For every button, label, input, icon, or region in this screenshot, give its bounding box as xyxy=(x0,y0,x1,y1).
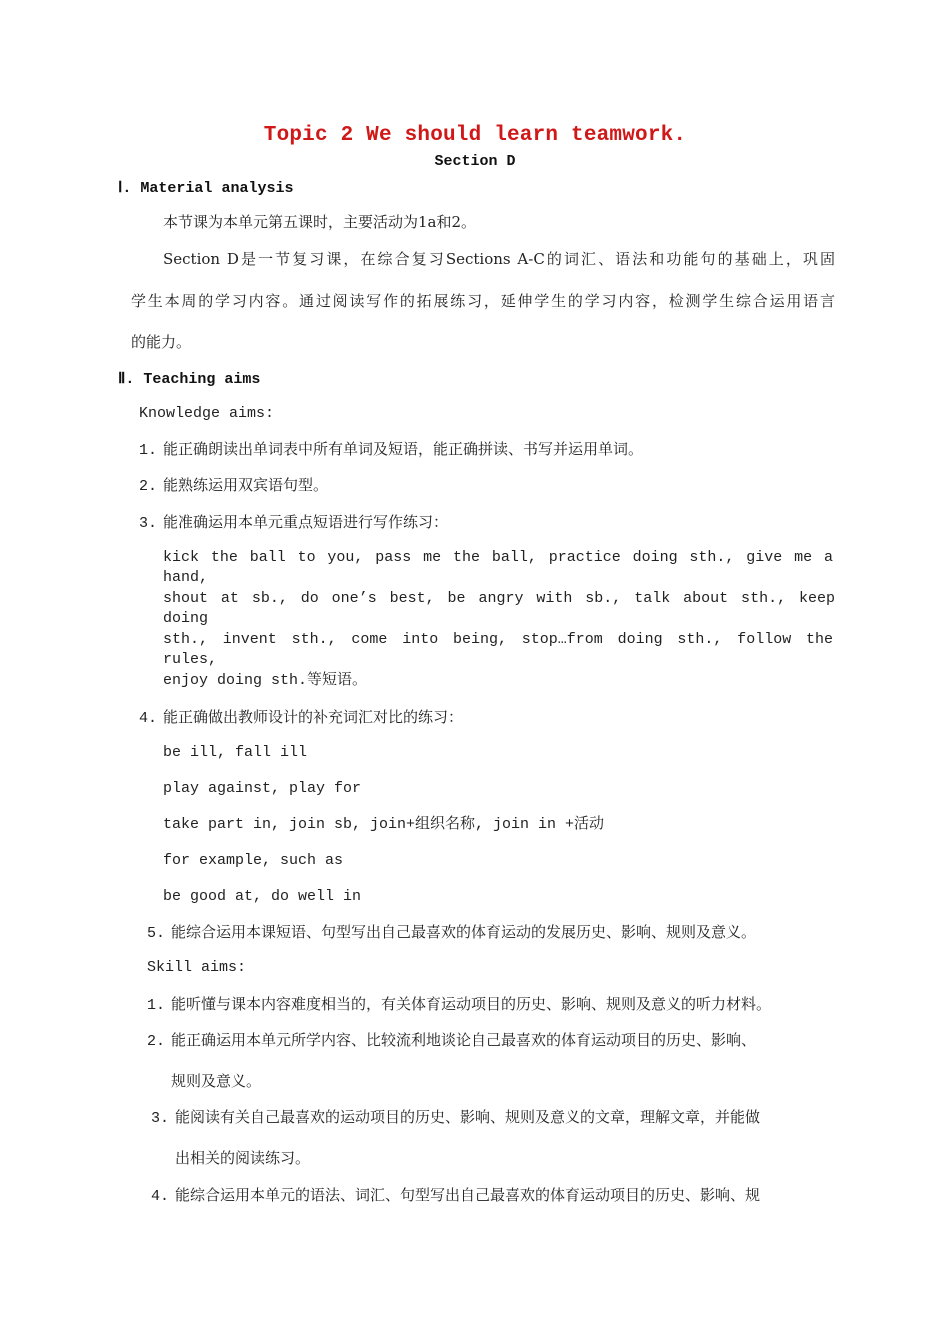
skill-aim-3 xyxy=(151,1107,760,1129)
paragraph-lesson-intro: 本节课为本单元第五课时，主要活动为1a和2。 xyxy=(163,213,477,231)
list-text: 能熟练运用双宾语句型。 xyxy=(163,476,329,494)
contrast-item-4: for example, such as xyxy=(163,852,344,869)
skill-aim-2 xyxy=(147,1030,756,1052)
phrase-line-3: sth., invent sth., come into being, stop…from doing sth., follow the rules, xyxy=(163,631,833,668)
list-number: 2. xyxy=(147,1033,166,1050)
heading-teaching-aims: Ⅱ. Teaching aims xyxy=(118,371,261,388)
phrase-line-2: shout at sb., do one’s best, be angry with sb., talk about sth., keep doing xyxy=(163,590,835,627)
knowledge-aim-4 xyxy=(139,707,463,729)
list-text: 能综合运用本课短语、句型写出自己最喜欢的体育运动的发展历史、影响、规则及意义。 xyxy=(171,923,757,941)
skill-aims-label: Skill aims: xyxy=(147,959,247,976)
skill-aim-1 xyxy=(147,994,771,1016)
contrast-item-5: be good at, do well in xyxy=(163,888,362,905)
skill-aim-3-continued: 出相关的阅读练习。 xyxy=(175,1149,311,1167)
knowledge-aims-label: Knowledge aims: xyxy=(139,405,275,422)
list-number: 5. xyxy=(147,925,166,942)
list-number: 4. xyxy=(151,1188,170,1205)
list-number: 1. xyxy=(147,997,166,1014)
contrast-item-2: play against, play for xyxy=(163,780,362,797)
knowledge-aim-1 xyxy=(139,439,643,461)
skill-aim-4 xyxy=(151,1185,760,1207)
knowledge-aim-5 xyxy=(147,922,756,944)
list-text: 能听懂与课本内容难度相当的，有关体育运动项目的历史、影响、规则及意义的听力材料。 xyxy=(171,995,772,1013)
list-text: 能阅读有关自己最喜欢的运动项目的历史、影响、规则及意义的文章，理解文章，并能做 xyxy=(175,1108,761,1126)
list-text: 能准确运用本单元重点短语进行写作练习： xyxy=(163,513,449,531)
phrase-line-4: enjoy doing sth.等短语。 xyxy=(163,672,368,689)
list-number: 3. xyxy=(139,515,158,532)
list-number: 1. xyxy=(139,442,158,459)
list-number: 2. xyxy=(139,478,158,495)
document-title: Topic 2 We should learn teamwork. xyxy=(263,124,687,147)
knowledge-aim-2 xyxy=(139,475,328,497)
heading-material-analysis: Ⅰ. Material analysis xyxy=(118,180,294,197)
phrase-line-1: kick the ball to you, pass me the ball, practice doing sth., give me a hand, xyxy=(163,549,833,586)
contrast-item-1: be ill, fall ill xyxy=(163,744,308,761)
list-text: 能正确运用本单元所学内容、比较流利地谈论自己最喜欢的体育运动项目的历史、影响、 xyxy=(171,1031,757,1049)
list-number: 3. xyxy=(151,1110,170,1127)
paragraph-section-d-line-1: Section D是一节复习课，在综合复习Sections A-C的词汇、语法和功能句的基础上，巩固 xyxy=(163,250,835,268)
knowledge-aim-3 xyxy=(139,512,448,534)
list-text: 能正确做出教师设计的补充词汇对比的练习： xyxy=(163,708,464,726)
skill-aim-2-continued: 规则及意义。 xyxy=(171,1072,262,1090)
list-text: 能正确朗读出单词表中所有单词及短语，能正确拼读、书写并运用单词。 xyxy=(163,440,644,458)
paragraph-section-d-line-3: 的能力。 xyxy=(131,333,192,351)
list-number: 4. xyxy=(139,710,158,727)
section-subtitle: Section D xyxy=(434,153,516,170)
contrast-item-3: take part in, join sb, join+组织名称, join in +活动 xyxy=(163,816,605,833)
paragraph-section-d-line-2: 学生本周的学习内容。通过阅读写作的拓展练习，延伸学生的学习内容，检测学生综合运用语言 xyxy=(131,292,835,310)
list-text: 能综合运用本单元的语法、词汇、句型写出自己最喜欢的体育运动项目的历史、影响、规 xyxy=(175,1186,761,1204)
